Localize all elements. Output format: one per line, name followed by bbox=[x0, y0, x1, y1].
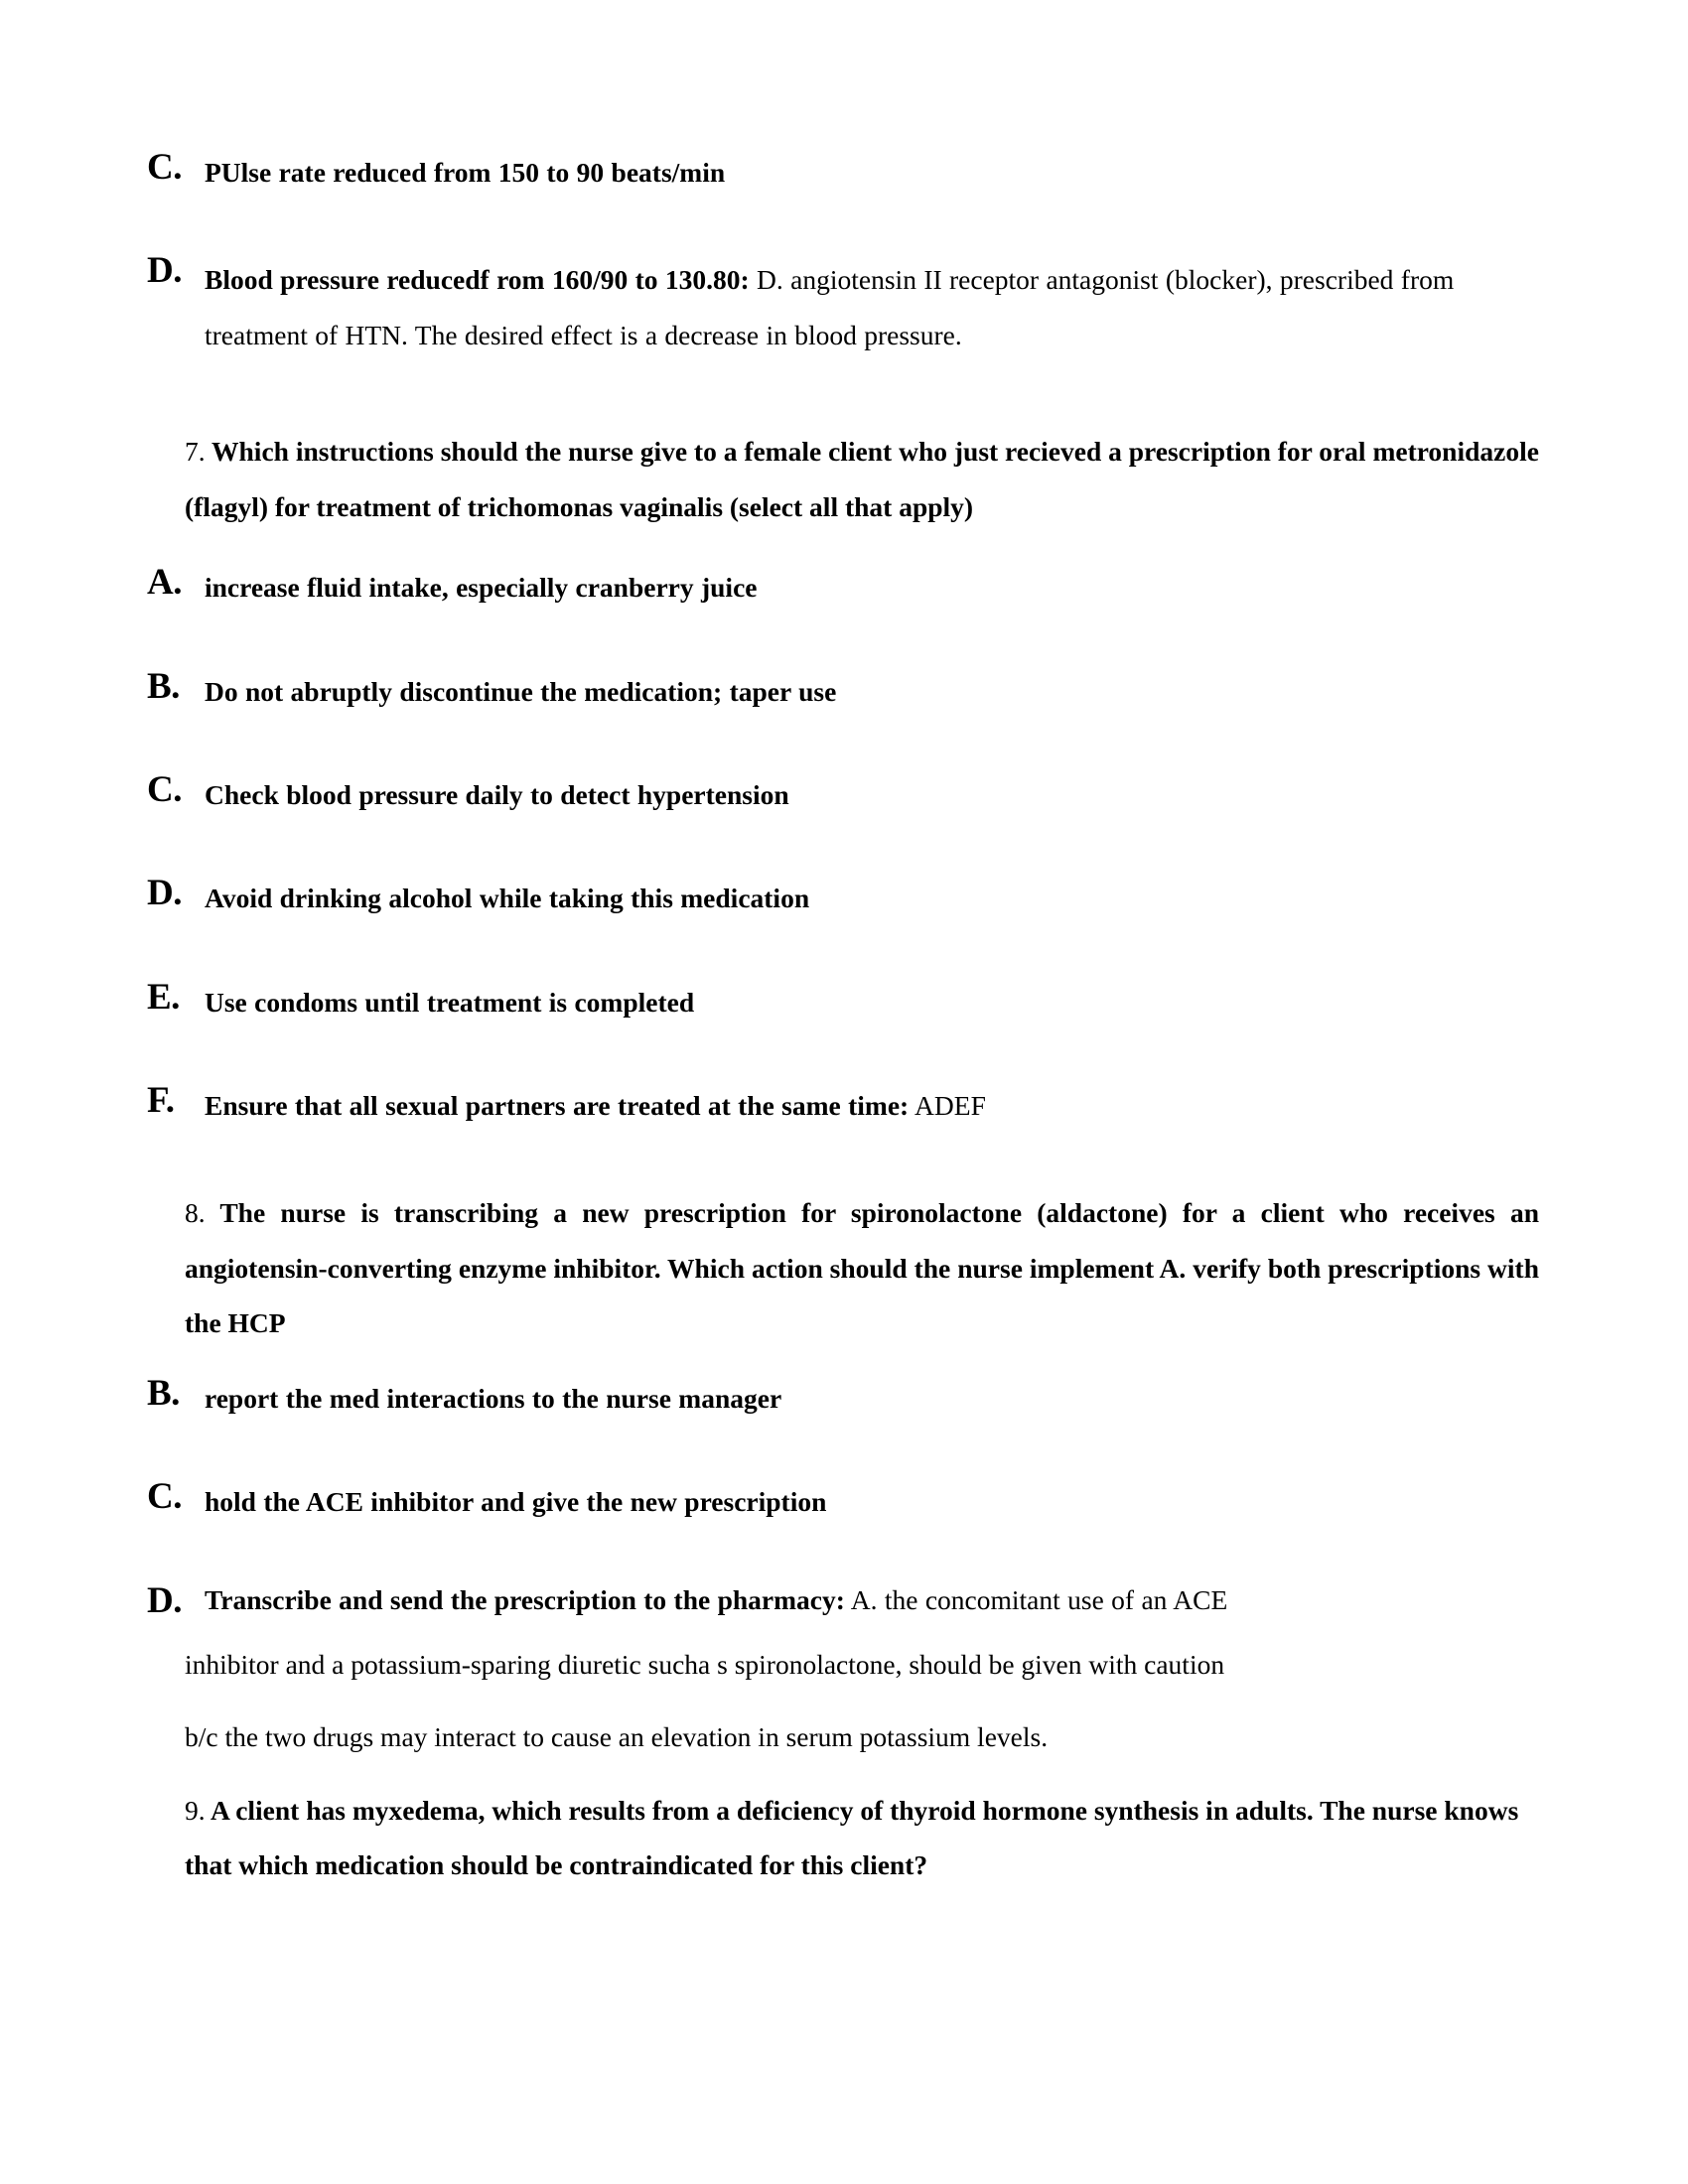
question-7-option-d: Avoid drinking alcohol while taking this medication bbox=[205, 883, 810, 914]
question-8-text: The nurse is transcribing a new prescription for spironolactone (aldactone) for a client who receives an angiotensin-converting enzyme inhibitor. Which action should the nurse implement A. verify both prescriptions with the HCP bbox=[185, 1197, 1539, 1339]
list-marker-d: D. bbox=[147, 873, 182, 914]
list-marker-c: C. bbox=[147, 769, 182, 811]
question-8 bbox=[147, 1185, 1541, 1351]
question-9 bbox=[147, 1783, 1541, 1893]
list-item bbox=[147, 1079, 1541, 1124]
list-marker-f: F. bbox=[147, 1079, 175, 1121]
question-7-option-e: Use condoms until treatment is completed bbox=[205, 986, 695, 1018]
list-marker-d: D. bbox=[147, 1579, 182, 1621]
question-7-number: 7. bbox=[185, 436, 206, 468]
question-7-option-a: increase fluid intake, especially cranberry juice bbox=[205, 572, 758, 604]
question-8-option-d bbox=[205, 1582, 1541, 1618]
question-8-number: 8. bbox=[185, 1197, 206, 1229]
question-9-number: 9. bbox=[185, 1794, 206, 1826]
question-8-answer-key: A. the concomitant use of an ACE bbox=[844, 1583, 1228, 1615]
list-item bbox=[147, 564, 1541, 606]
list-item bbox=[147, 149, 1541, 191]
question-7-option-c: Check blood pressure daily to detect hypertension bbox=[205, 779, 789, 811]
list-marker-c: C. bbox=[147, 1476, 182, 1518]
question-8-explanation-line-2: b/c the two drugs may interact to cause an elevation in serum potassium levels. bbox=[185, 1721, 1049, 1753]
question-8-option-b: report the med interactions to the nurse manager bbox=[205, 1382, 782, 1414]
list-marker-e: E. bbox=[147, 976, 180, 1018]
question-7 bbox=[147, 424, 1541, 534]
list-item bbox=[147, 771, 1541, 813]
question-8-explanation-line-1: inhibitor and a potassium-sparing diuretic sucha s spironolactone, should be given with caution bbox=[185, 1648, 1225, 1680]
option-c-pulse-text: PUlse rate reduced from 150 to 90 beats/min bbox=[205, 157, 726, 188]
option-d-bp-bold: Blood pressure reducedf rom 160/90 to 130.80: bbox=[205, 264, 750, 296]
option-d-bp-text bbox=[205, 252, 1541, 362]
list-item bbox=[147, 976, 1541, 1021]
question-7-text: Which instructions should the nurse give to a female client who just recieved a prescription for oral metronidazole (flagyl) for treatment of trichomonas vaginalis (select all that apply) bbox=[185, 436, 1539, 522]
list-marker-b: B. bbox=[147, 1372, 180, 1414]
question-7-option-b: Do not abruptly discontinue the medication; taper use bbox=[205, 675, 837, 707]
list-marker-b: B. bbox=[147, 665, 180, 707]
list-marker-c: C. bbox=[147, 147, 182, 188]
question-7-answer-key: ADEF bbox=[909, 1089, 986, 1121]
option-d-bp-explanation: D. angiotensin II receptor antagonist (blocker), prescribed from treatment of HTN. The desired effect is a decrease in blood pressure. bbox=[205, 264, 1455, 350]
list-marker-d: D. bbox=[147, 250, 182, 292]
list-item bbox=[147, 665, 1541, 710]
list-item bbox=[147, 875, 1541, 916]
list-item bbox=[147, 252, 1541, 362]
question-9-text: A client has myxedema, which results from a deficiency of thyroid hormone synthesis in adults. The nurse knows that which medication should be contraindicated for this client? bbox=[185, 1794, 1519, 1881]
list-marker-a: A. bbox=[147, 562, 182, 604]
document-content bbox=[147, 149, 1541, 1893]
question-7-option-f bbox=[205, 1082, 1541, 1124]
list-item bbox=[147, 1579, 1541, 1621]
list-item bbox=[147, 1478, 1541, 1520]
question-8-option-d-text: Transcribe and send the prescription to the pharmacy: bbox=[205, 1583, 845, 1615]
question-7-option-f-text: Ensure that all sexual partners are treated at the same time: bbox=[205, 1089, 910, 1121]
list-item bbox=[147, 1372, 1541, 1417]
question-8-option-c: hold the ACE inhibitor and give the new prescription bbox=[205, 1486, 827, 1518]
